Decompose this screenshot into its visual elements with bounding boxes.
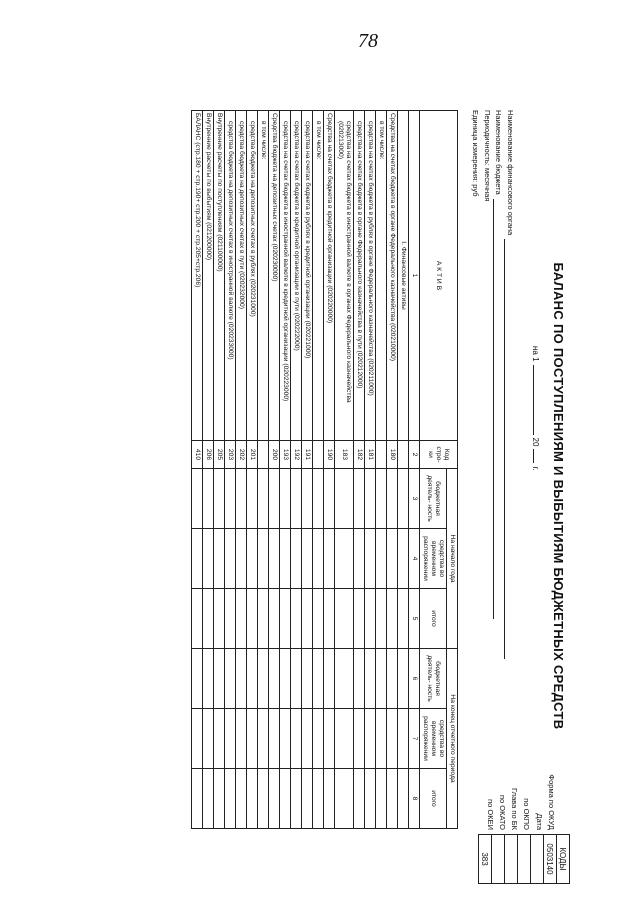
row-label: средства на счетах бюджета в иностранной валюте в кредитной организации (020223000)	[280, 111, 291, 441]
row-code: 191	[302, 441, 313, 469]
value-cell	[313, 649, 324, 709]
row-code	[376, 441, 387, 469]
value-cell	[269, 469, 280, 529]
value-cell	[247, 589, 258, 649]
value-cell	[236, 649, 247, 709]
col-number-8: 8	[409, 769, 420, 829]
value-cell	[258, 649, 269, 709]
value-cell	[280, 709, 291, 769]
value-cell	[247, 469, 258, 529]
row-code	[258, 441, 269, 469]
period-year-blank	[533, 449, 534, 463]
header-field-underline	[505, 239, 506, 659]
value-cell	[280, 469, 291, 529]
value-cell	[376, 529, 387, 589]
value-cell	[365, 469, 376, 529]
value-cell	[313, 769, 324, 829]
value-cell	[365, 529, 376, 589]
value-cell	[302, 709, 313, 769]
value-cell	[236, 589, 247, 649]
value-cell	[387, 649, 398, 709]
sub-budget-end: бюджетная деятель- ность	[420, 649, 447, 709]
value-cell	[335, 529, 354, 589]
col-number-1: 1	[409, 111, 420, 441]
row-code: 180	[387, 441, 398, 469]
value-cell	[387, 469, 398, 529]
value-cell	[236, 469, 247, 529]
value-cell	[387, 769, 398, 829]
value-cell	[291, 709, 302, 769]
value-cell	[324, 529, 335, 589]
table-row	[258, 111, 269, 829]
value-cell	[335, 589, 354, 649]
value-cell	[280, 649, 291, 709]
value-cell	[313, 469, 324, 529]
table-row	[192, 111, 203, 829]
code-value-4	[492, 835, 505, 884]
table-row	[203, 111, 214, 829]
row-code: 200	[269, 441, 280, 469]
sub-budget-begin: бюджетная деятель- ность	[420, 469, 447, 529]
code-label-3: Глава по БК	[510, 788, 520, 830]
row-label: Средства на счетах бюджета в органе Федерального казначейства (020210000)	[387, 111, 398, 441]
period-blank	[533, 365, 534, 435]
value-cell	[247, 529, 258, 589]
codes-header: КОДЫ	[557, 835, 570, 884]
header-field-0: Наименование финансового органа	[505, 110, 517, 659]
code-label-5: по ОКЕИ	[485, 799, 495, 830]
value-cell	[302, 469, 313, 529]
empty-cell	[398, 589, 409, 649]
value-cell	[387, 529, 398, 589]
value-cell	[387, 589, 398, 649]
row-label: Средства бюджета на депозитных счетах (020230000)	[269, 111, 280, 441]
table-row	[376, 111, 387, 829]
value-cell	[354, 649, 365, 709]
table-row	[269, 111, 280, 829]
col-number-6: 6	[409, 649, 420, 709]
code-value-3	[505, 835, 518, 884]
value-cell	[225, 589, 236, 649]
sub-total-begin: итого	[420, 589, 447, 649]
sub-temp-begin: средства во временном распоряжении	[420, 529, 447, 589]
group-begin-header: На начало года	[447, 469, 458, 649]
value-cell	[354, 469, 365, 529]
col-number-4: 4	[409, 529, 420, 589]
row-label: средства на счетах бюджета в рублях в органе Федерального казначейства (020211000)	[365, 111, 376, 441]
table-row	[236, 111, 247, 829]
value-cell	[225, 529, 236, 589]
row-label: средства на счетах бюджета в иностранной валюте в органах Федерального казначейства (020213000)	[335, 111, 354, 441]
value-cell	[313, 589, 324, 649]
value-cell	[324, 769, 335, 829]
row-label: средства на счетах бюджета в органе Федерального казначейства в пути (020212000)	[354, 111, 365, 441]
table-row	[225, 111, 236, 829]
codes-labels	[483, 704, 557, 830]
row-code: 182	[354, 441, 365, 469]
value-cell	[324, 469, 335, 529]
row-label: средства на счетах бюджета в рублях в кредитной организации (020221000)	[302, 111, 313, 441]
row-label: БАЛАНС (стр.180 + стр.190+ стр.200 + стр.205+стр.206)	[192, 111, 203, 441]
table-row	[247, 111, 258, 829]
row-label: Внутренние расчеты по выбытиям (021200000)	[203, 111, 214, 441]
table-row	[365, 111, 376, 829]
column-numbers-row	[409, 111, 420, 829]
value-cell	[291, 529, 302, 589]
code-value-0: 0503140	[544, 835, 557, 884]
value-cell	[236, 769, 247, 829]
value-cell	[203, 469, 214, 529]
code-label-1: Дата	[534, 813, 544, 830]
value-cell	[365, 769, 376, 829]
value-cell	[376, 469, 387, 529]
value-cell	[291, 649, 302, 709]
value-cell	[236, 709, 247, 769]
value-cell	[225, 769, 236, 829]
row-code	[313, 441, 324, 469]
value-cell	[387, 709, 398, 769]
value-cell	[214, 529, 225, 589]
row-code: 193	[280, 441, 291, 469]
header-field-2: Периодичность: месячная	[483, 110, 492, 202]
value-cell	[313, 529, 324, 589]
value-cell	[291, 589, 302, 649]
value-cell	[313, 709, 324, 769]
value-cell	[376, 769, 387, 829]
empty-cell	[398, 469, 409, 529]
row-code: 201	[247, 441, 258, 469]
section-title: I. Финансовые активы	[398, 111, 409, 441]
value-cell	[376, 649, 387, 709]
code-value-2	[518, 835, 531, 884]
value-cell	[258, 709, 269, 769]
row-label: в том числе:	[258, 111, 269, 441]
page-number: 78	[358, 30, 378, 52]
col-number-7: 7	[409, 709, 420, 769]
value-cell	[225, 469, 236, 529]
value-cell	[335, 769, 354, 829]
value-cell	[203, 709, 214, 769]
value-cell	[291, 469, 302, 529]
row-label: в том числе:	[313, 111, 324, 441]
value-cell	[269, 769, 280, 829]
table-row	[302, 111, 313, 829]
empty-cell	[398, 649, 409, 709]
value-cell	[192, 529, 203, 589]
value-cell	[324, 709, 335, 769]
sub-total-end: итого	[420, 769, 447, 829]
value-cell	[258, 589, 269, 649]
col-code-header: Код стро- ки	[420, 441, 458, 469]
balance-table	[191, 110, 458, 829]
sub-temp-end: средства во временном распоряжении	[420, 709, 447, 769]
value-cell	[324, 649, 335, 709]
value-cell	[203, 589, 214, 649]
code-value-5: 383	[479, 835, 492, 884]
value-cell	[203, 769, 214, 829]
table-row	[280, 111, 291, 829]
value-cell	[354, 769, 365, 829]
value-cell	[247, 709, 258, 769]
value-cell	[214, 649, 225, 709]
value-cell	[280, 589, 291, 649]
code-label-4: по ОКАТО	[497, 794, 507, 830]
row-label: средства бюджета на депозитных счетах в пути (020232000)	[236, 111, 247, 441]
row-code: 202	[236, 441, 247, 469]
value-cell	[192, 469, 203, 529]
empty-cell	[398, 441, 409, 469]
header-field-1: Наименование бюджета	[493, 110, 505, 659]
value-cell	[258, 769, 269, 829]
row-label: Внутренние расчеты по поступлениям (021100000)	[214, 111, 225, 441]
table-row	[324, 111, 335, 829]
value-cell	[302, 769, 313, 829]
value-cell	[192, 589, 203, 649]
value-cell	[365, 649, 376, 709]
value-cell	[376, 589, 387, 649]
period-suffix: г.	[531, 466, 540, 471]
row-label: средства на счетах бюджета в кредитной организации в пути (020222000)	[291, 111, 302, 441]
value-cell	[192, 709, 203, 769]
value-cell	[335, 469, 354, 529]
value-cell	[302, 649, 313, 709]
value-cell	[192, 649, 203, 709]
codes-table	[478, 834, 570, 884]
row-code: 183	[335, 441, 354, 469]
value-cell	[365, 589, 376, 649]
value-cell	[269, 649, 280, 709]
value-cell	[291, 769, 302, 829]
value-cell	[324, 589, 335, 649]
value-cell	[203, 649, 214, 709]
group-end-header: На конец отчетного периода	[447, 649, 458, 829]
header-fields	[470, 110, 516, 659]
value-cell	[214, 709, 225, 769]
row-code: 203	[225, 441, 236, 469]
row-code: 181	[365, 441, 376, 469]
table-row	[387, 111, 398, 829]
value-cell	[280, 529, 291, 589]
row-label: средства бюджета на депозитных счетах в рублях (020231000)	[247, 111, 258, 441]
value-cell	[236, 529, 247, 589]
value-cell	[203, 529, 214, 589]
value-cell	[258, 529, 269, 589]
row-code: 205	[214, 441, 225, 469]
table-row	[313, 111, 324, 829]
row-label: в том числе:	[376, 111, 387, 441]
value-cell	[269, 589, 280, 649]
value-cell	[354, 589, 365, 649]
form-title: БАЛАНС ПО ПОСТУПЛЕНИЯМ И ВЫБЫТИЯМ БЮДЖЕТНЫХ СРЕДСТВ	[551, 262, 566, 730]
code-value-1	[531, 835, 544, 884]
empty-cell	[398, 529, 409, 589]
value-cell	[258, 469, 269, 529]
period-line	[531, 346, 540, 471]
value-cell	[192, 769, 203, 829]
value-cell	[280, 769, 291, 829]
value-cell	[247, 769, 258, 829]
empty-cell	[398, 709, 409, 769]
table-row	[291, 111, 302, 829]
value-cell	[247, 649, 258, 709]
row-code: 190	[324, 441, 335, 469]
header-field-underline	[493, 199, 494, 619]
rotated-form-sheet	[122, 106, 572, 886]
table-row	[214, 111, 225, 829]
value-cell	[214, 469, 225, 529]
period-prefix: на 1	[531, 346, 540, 362]
row-code: 206	[203, 441, 214, 469]
code-label-2: по ОКПО	[522, 798, 532, 830]
value-cell	[365, 709, 376, 769]
period-year-prefix: 20	[531, 437, 540, 447]
value-cell	[214, 769, 225, 829]
value-cell	[302, 589, 313, 649]
col-number-3: 3	[409, 469, 420, 529]
value-cell	[354, 709, 365, 769]
value-cell	[376, 709, 387, 769]
value-cell	[302, 529, 313, 589]
value-cell	[225, 649, 236, 709]
col-number-5: 5	[409, 589, 420, 649]
empty-cell	[398, 769, 409, 829]
value-cell	[335, 709, 354, 769]
col-aktiv-header: А К Т И В	[420, 111, 458, 441]
value-cell	[269, 529, 280, 589]
code-label-0: Форма по ОКУД	[547, 774, 556, 830]
row-label: средства бюджета на депозитных счетах в иностранной валюте (020233000)	[225, 111, 236, 441]
col-number-2: 2	[409, 441, 420, 469]
value-cell	[225, 709, 236, 769]
value-cell	[214, 589, 225, 649]
table-row	[354, 111, 365, 829]
header-field-3: Единица измерения: руб	[471, 110, 481, 197]
value-cell	[269, 709, 280, 769]
value-cell	[335, 649, 354, 709]
value-cell	[354, 529, 365, 589]
table-row	[335, 111, 354, 829]
row-code: 410	[192, 441, 203, 469]
row-label: Средства на счетах бюджета в кредитной организации (020220000)	[324, 111, 335, 441]
row-code: 192	[291, 441, 302, 469]
